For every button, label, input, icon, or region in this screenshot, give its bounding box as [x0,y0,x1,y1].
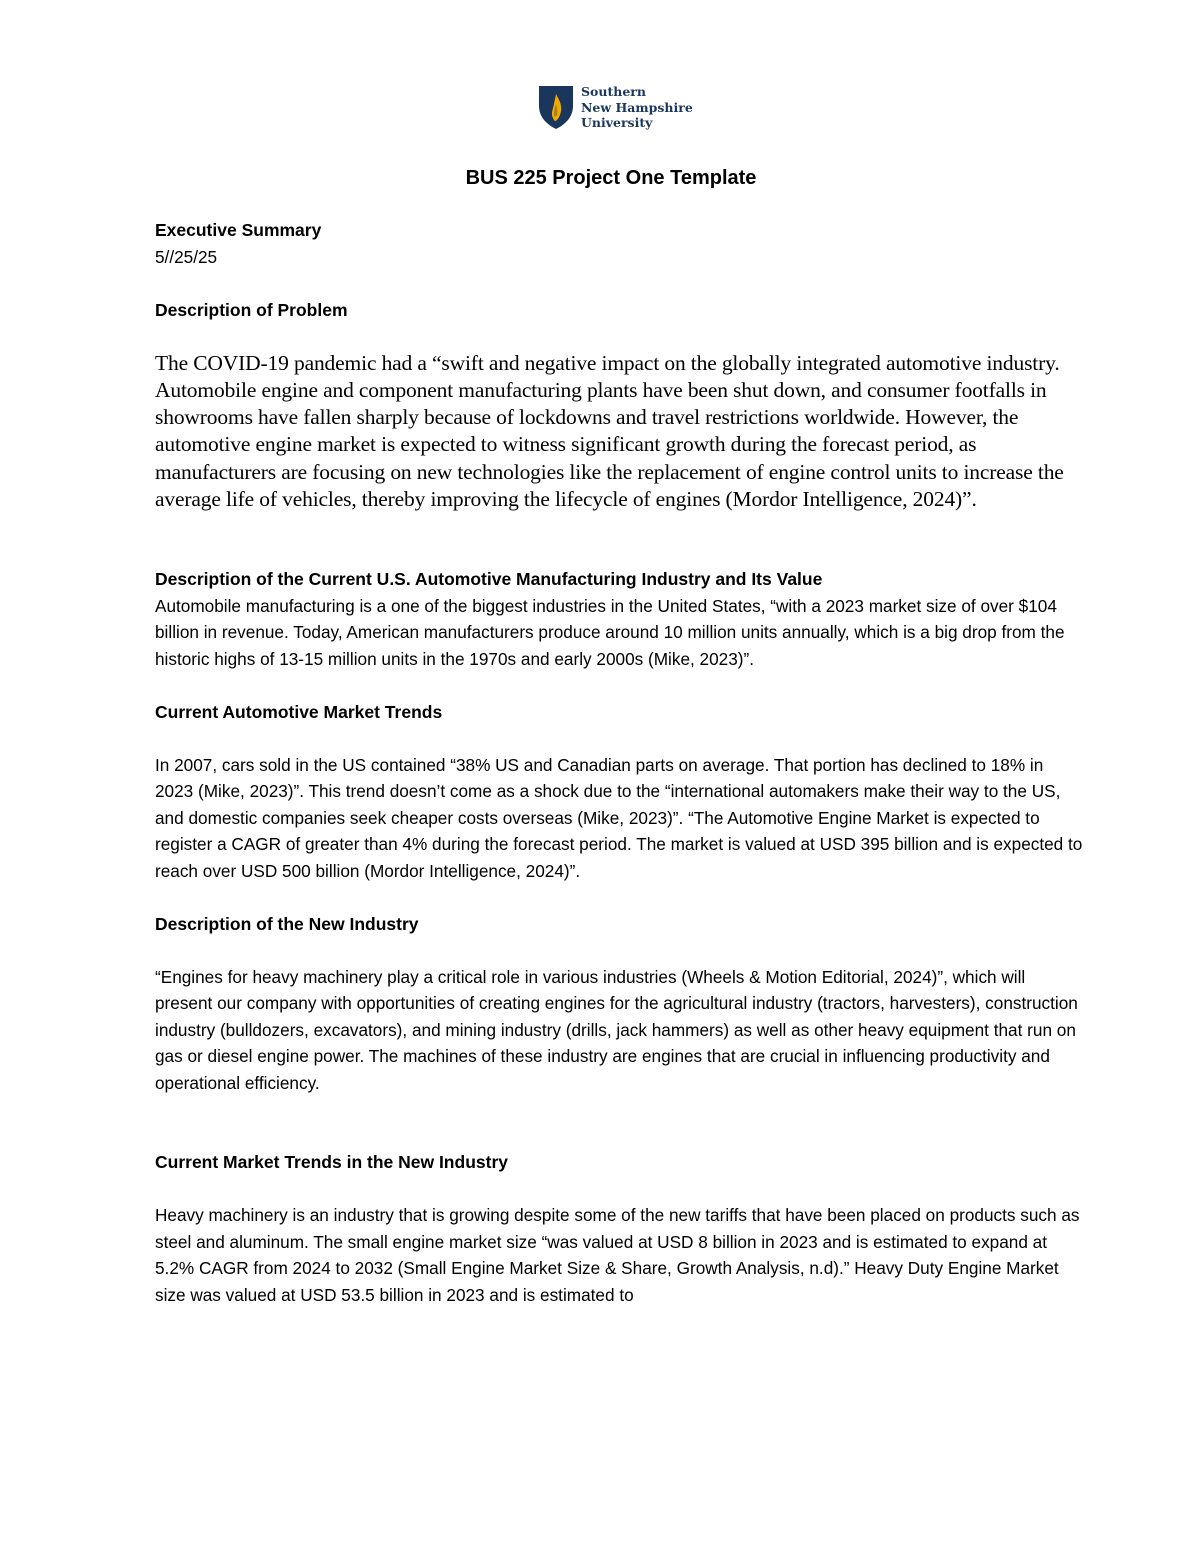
university-logo [537,84,707,132]
new-trends-paragraph: Heavy machinery is an industry that is growing despite some of the new tariffs that have been placed on products such as steel and aluminum. The small engine market size “was valued at USD 8 billion in 2023 and is estimated to expand at 5.2% CAGR from 2024 to 2032 (Small Engine Market Size & Share, Growth Analysis, n.d).” Heavy Duty Engine Market size was valued at USD 53.5 billion in 2023 and is estimated to [155,1205,1080,1305]
logo-line-1: Southern [581,84,646,99]
new-trends-heading: Current Market Trends in the New Industry [155,1152,508,1173]
logo-wordmark [581,84,693,131]
problem-heading: Description of Problem [155,299,348,320]
executive-summary-heading: Executive Summary [155,220,322,240]
document-title: BUS 225 Project One Template [465,167,757,189]
document-date: 5//25/25 [155,246,218,267]
new-industry-heading: Description of the New Industry [155,913,419,934]
logo-line-3: University [581,115,653,130]
current-industry-heading: Description of the Current U.S. Automotive Manufacturing Industry and Its Value [155,569,823,590]
logo-line-2: New Hampshire [581,99,693,115]
problem-paragraph: The COVID-19 pandemic had a “swift and negative impact on the globally integrated automotive industry. Automobile engine and component manufacturing plants have been shut down, and consumer footfalls in showrooms have fallen sharply because of lockdowns and travel restrictions worldwide. However, the automotive engine market is expected to witness significant growth during the forecast period, as manufacturers are focusing on new technologies like the replacement of engine control units to increase the average life of vehicles, thereby improving the lifecycle of engines (Mordor Intelligence, 2024)”. [155,350,1064,511]
shield-flame-icon [537,84,577,130]
new-industry-paragraph: “Engines for heavy machinery play a critical role in various industries (Wheels & Motion Editorial, 2024)”, which will present our company with opportunities of creating engines for the agricultural industry (tractors, harvesters), construction industry (bulldozers, excavators), and mining industry (drills, jack hammers) as well as other heavy equipment that run on gas or diesel engine power. The machines of these industry are engines that are crucial in influencing productivity and operational efficiency. [155,966,1078,1093]
market-trends-paragraph: In 2007, cars sold in the US contained “38% US and Canadian parts on average. That portion has declined to 18% in 2023 (Mike, 2023)”. This trend doesn’t come as a shock due to the “international automakers make their way to the US, and domestic companies seek cheaper costs overseas (Mike, 2023)”. “The Automotive Engine Market is expected to register a CAGR of greater than 4% during the forecast period. The market is valued at USD 395 billion and is expected to reach over USD 500 billion (Mordor Intelligence, 2024)”. [155,754,1083,881]
document-body [155,164,1085,1308]
market-trends-heading: Current Automotive Market Trends [155,701,443,722]
current-industry-paragraph: Automobile manufacturing is a one of the biggest industries in the United States, “with a 2023 market size of over $104 billion in revenue. Today, American manufacturers produce around 10 million units annually, which is a big drop from the historic highs of 13-15 million units in the 1970s and early 2000s (Mike, 2023)”. [155,595,1065,669]
